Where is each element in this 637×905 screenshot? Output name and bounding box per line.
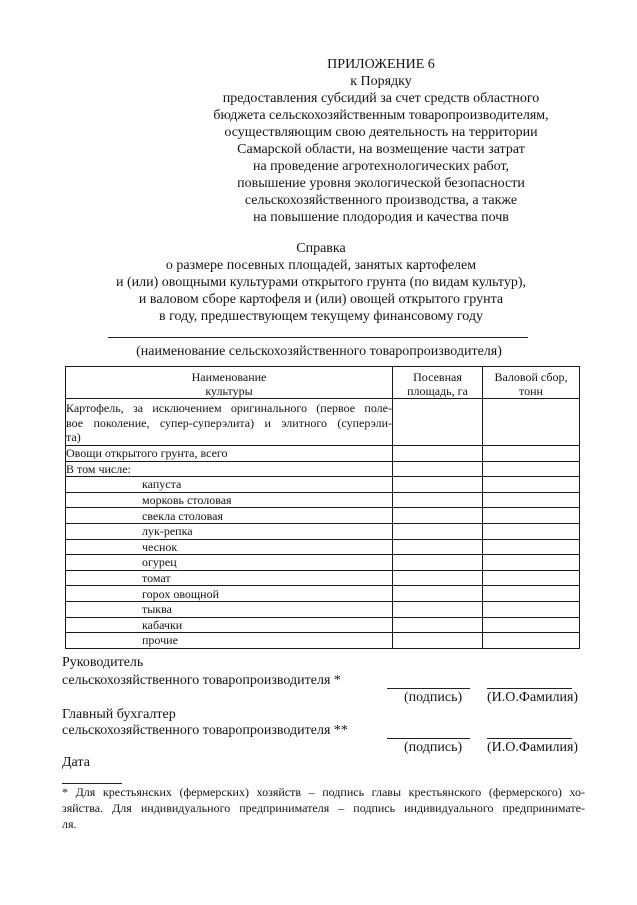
header-sown-area-line: площадь, га xyxy=(407,383,468,398)
crop-name-cell: томат xyxy=(66,570,393,586)
sown-area-cell xyxy=(393,570,483,586)
gross-harvest-cell xyxy=(483,492,580,508)
crop-name-cell: Овощи открытого грунта, всего xyxy=(66,446,393,462)
footnote xyxy=(62,784,585,832)
sown-area-cell xyxy=(393,492,483,508)
crop-name-cell: морковь столовая xyxy=(66,492,393,508)
table-row xyxy=(66,508,580,524)
sown-area-cell xyxy=(393,446,483,462)
certificate-line: и (или) овощными культурами открытого грунта (по видам культур), xyxy=(115,275,527,290)
appendix-line: осуществляющим свою деятельность на территории xyxy=(224,125,538,140)
crop-name-line: вое поколение, супер-суперэлита) и элитного (суперэли- xyxy=(66,415,392,430)
header-crop-line: Наименование xyxy=(191,369,267,384)
sown-area-cell xyxy=(393,633,483,649)
appendix-line: повышение уровня экологической безопасности xyxy=(237,176,525,191)
crop-name-cell: кабачки xyxy=(66,617,393,633)
footnote-line: * Для крестьянских (фермерских) хозяйств – подпись главы крестьянского (фермерского) хо- xyxy=(62,785,585,799)
gross-harvest-cell xyxy=(483,508,580,524)
footnote-line: ля. xyxy=(62,817,77,831)
certificate-heading xyxy=(40,240,602,325)
gross-harvest-cell xyxy=(483,633,580,649)
table-row xyxy=(66,555,580,571)
chief-accountant-signature-caption: (подпись) xyxy=(404,740,463,755)
sown-area-cell xyxy=(393,586,483,602)
crop-name-line: Картофель, за исключением оригинального (первое поле- xyxy=(66,401,392,415)
gross-harvest-cell xyxy=(483,399,580,446)
appendix-line: на повышение плодородия и качества почв xyxy=(253,210,509,225)
table-row xyxy=(66,539,580,555)
table-row xyxy=(66,633,580,649)
sown-area-cell xyxy=(393,539,483,555)
sown-area-cell xyxy=(393,617,483,633)
head-title: Руководитель xyxy=(62,655,144,670)
producer-caption-text: (наименование сельскохозяйственного товаропроизводителя) xyxy=(136,344,502,359)
table-header-row xyxy=(66,367,580,399)
table-row xyxy=(66,601,580,617)
certificate-line: в году, предшествующем текущему финансовому году xyxy=(158,309,484,324)
table-row-including xyxy=(66,461,580,477)
appendix-title: ПРИЛОЖЕНИЕ 6 xyxy=(327,57,435,72)
sown-area-cell xyxy=(393,555,483,571)
table-row-vegetables-total xyxy=(66,446,580,462)
crops-table xyxy=(65,366,580,649)
sown-area-cell xyxy=(393,461,483,477)
header-sown-area-line: Посевная xyxy=(413,369,462,384)
footnote-line: зяйства. Для индивидуального предпринимателя – подпись индивидуального предпринимате- xyxy=(62,801,585,815)
crop-name-cell: огурец xyxy=(66,555,393,571)
appendix-line: на проведение агротехнологических работ, xyxy=(252,159,510,174)
header-gross-harvest-line: Валовой сбор, xyxy=(494,369,568,384)
table-row xyxy=(66,492,580,508)
appendix-line: Самарской области, на возмещение части затрат xyxy=(237,142,525,157)
sown-area-cell xyxy=(393,399,483,446)
gross-harvest-cell xyxy=(483,477,580,493)
chief-accountant-subtitle: сельскохозяйственного товаропроизводителя ** xyxy=(62,723,348,738)
header-gross-harvest-line: тонн xyxy=(519,383,543,398)
header-crop xyxy=(66,367,393,399)
header-sown-area xyxy=(393,367,483,399)
chief-accountant-title: Главный бухгалтер xyxy=(62,707,176,722)
gross-harvest-cell xyxy=(483,570,580,586)
certificate-line: и валовом сборе картофеля и (или) овощей открытого грунта xyxy=(138,292,504,307)
table-row xyxy=(66,523,580,539)
crop-name-cell: В том числе: xyxy=(66,461,393,477)
appendix-line: к Порядку xyxy=(350,74,412,89)
chief-accountant-name-caption: (И.О.Фамилия) xyxy=(487,740,579,755)
gross-harvest-cell xyxy=(483,461,580,477)
crop-name-cell xyxy=(66,399,393,446)
table-row xyxy=(66,586,580,602)
head-signature-caption: (подпись) xyxy=(404,690,463,705)
head-subtitle: сельскохозяйственного товаропроизводителя * xyxy=(62,673,341,688)
crop-name-cell: лук-репка xyxy=(66,523,393,539)
sown-area-cell xyxy=(393,477,483,493)
appendix-line: бюджета сельскохозяйственным товаропроизводителям, xyxy=(213,108,549,123)
table-row xyxy=(66,477,580,493)
gross-harvest-cell xyxy=(483,523,580,539)
gross-harvest-cell xyxy=(483,555,580,571)
appendix-line: сельскохозяйственного производства, а также xyxy=(244,193,518,208)
gross-harvest-cell xyxy=(483,446,580,462)
gross-harvest-cell xyxy=(483,539,580,555)
appendix-header xyxy=(171,56,591,226)
gross-harvest-cell xyxy=(483,601,580,617)
producer-name-caption xyxy=(40,343,598,360)
certificate-title: Справка xyxy=(296,241,346,256)
crop-name-cell: чеснок xyxy=(66,539,393,555)
sown-area-cell xyxy=(393,523,483,539)
header-crop-line: культуры xyxy=(205,383,253,398)
crop-name-cell: горох овощной xyxy=(66,586,393,602)
table-row xyxy=(66,570,580,586)
appendix-line: предоставления субсидий за счет средств областного xyxy=(222,91,540,106)
gross-harvest-cell xyxy=(483,617,580,633)
crop-name-cell: тыква xyxy=(66,601,393,617)
gross-harvest-cell xyxy=(483,586,580,602)
sown-area-cell xyxy=(393,601,483,617)
head-name-caption: (И.О.Фамилия) xyxy=(487,690,579,705)
table-row xyxy=(66,617,580,633)
sown-area-cell xyxy=(393,508,483,524)
crop-name-cell: прочие xyxy=(66,633,393,649)
table-row-potato xyxy=(66,399,580,446)
certificate-line: о размере посевных площадей, занятых картофелем xyxy=(165,258,477,273)
date-label: Дата xyxy=(62,755,90,770)
header-gross-harvest xyxy=(483,367,580,399)
crop-name-cell: свекла столовая xyxy=(66,508,393,524)
producer-name-line xyxy=(108,337,528,338)
crop-name-line: та) xyxy=(66,430,81,444)
crop-name-cell: капуста xyxy=(66,477,393,493)
